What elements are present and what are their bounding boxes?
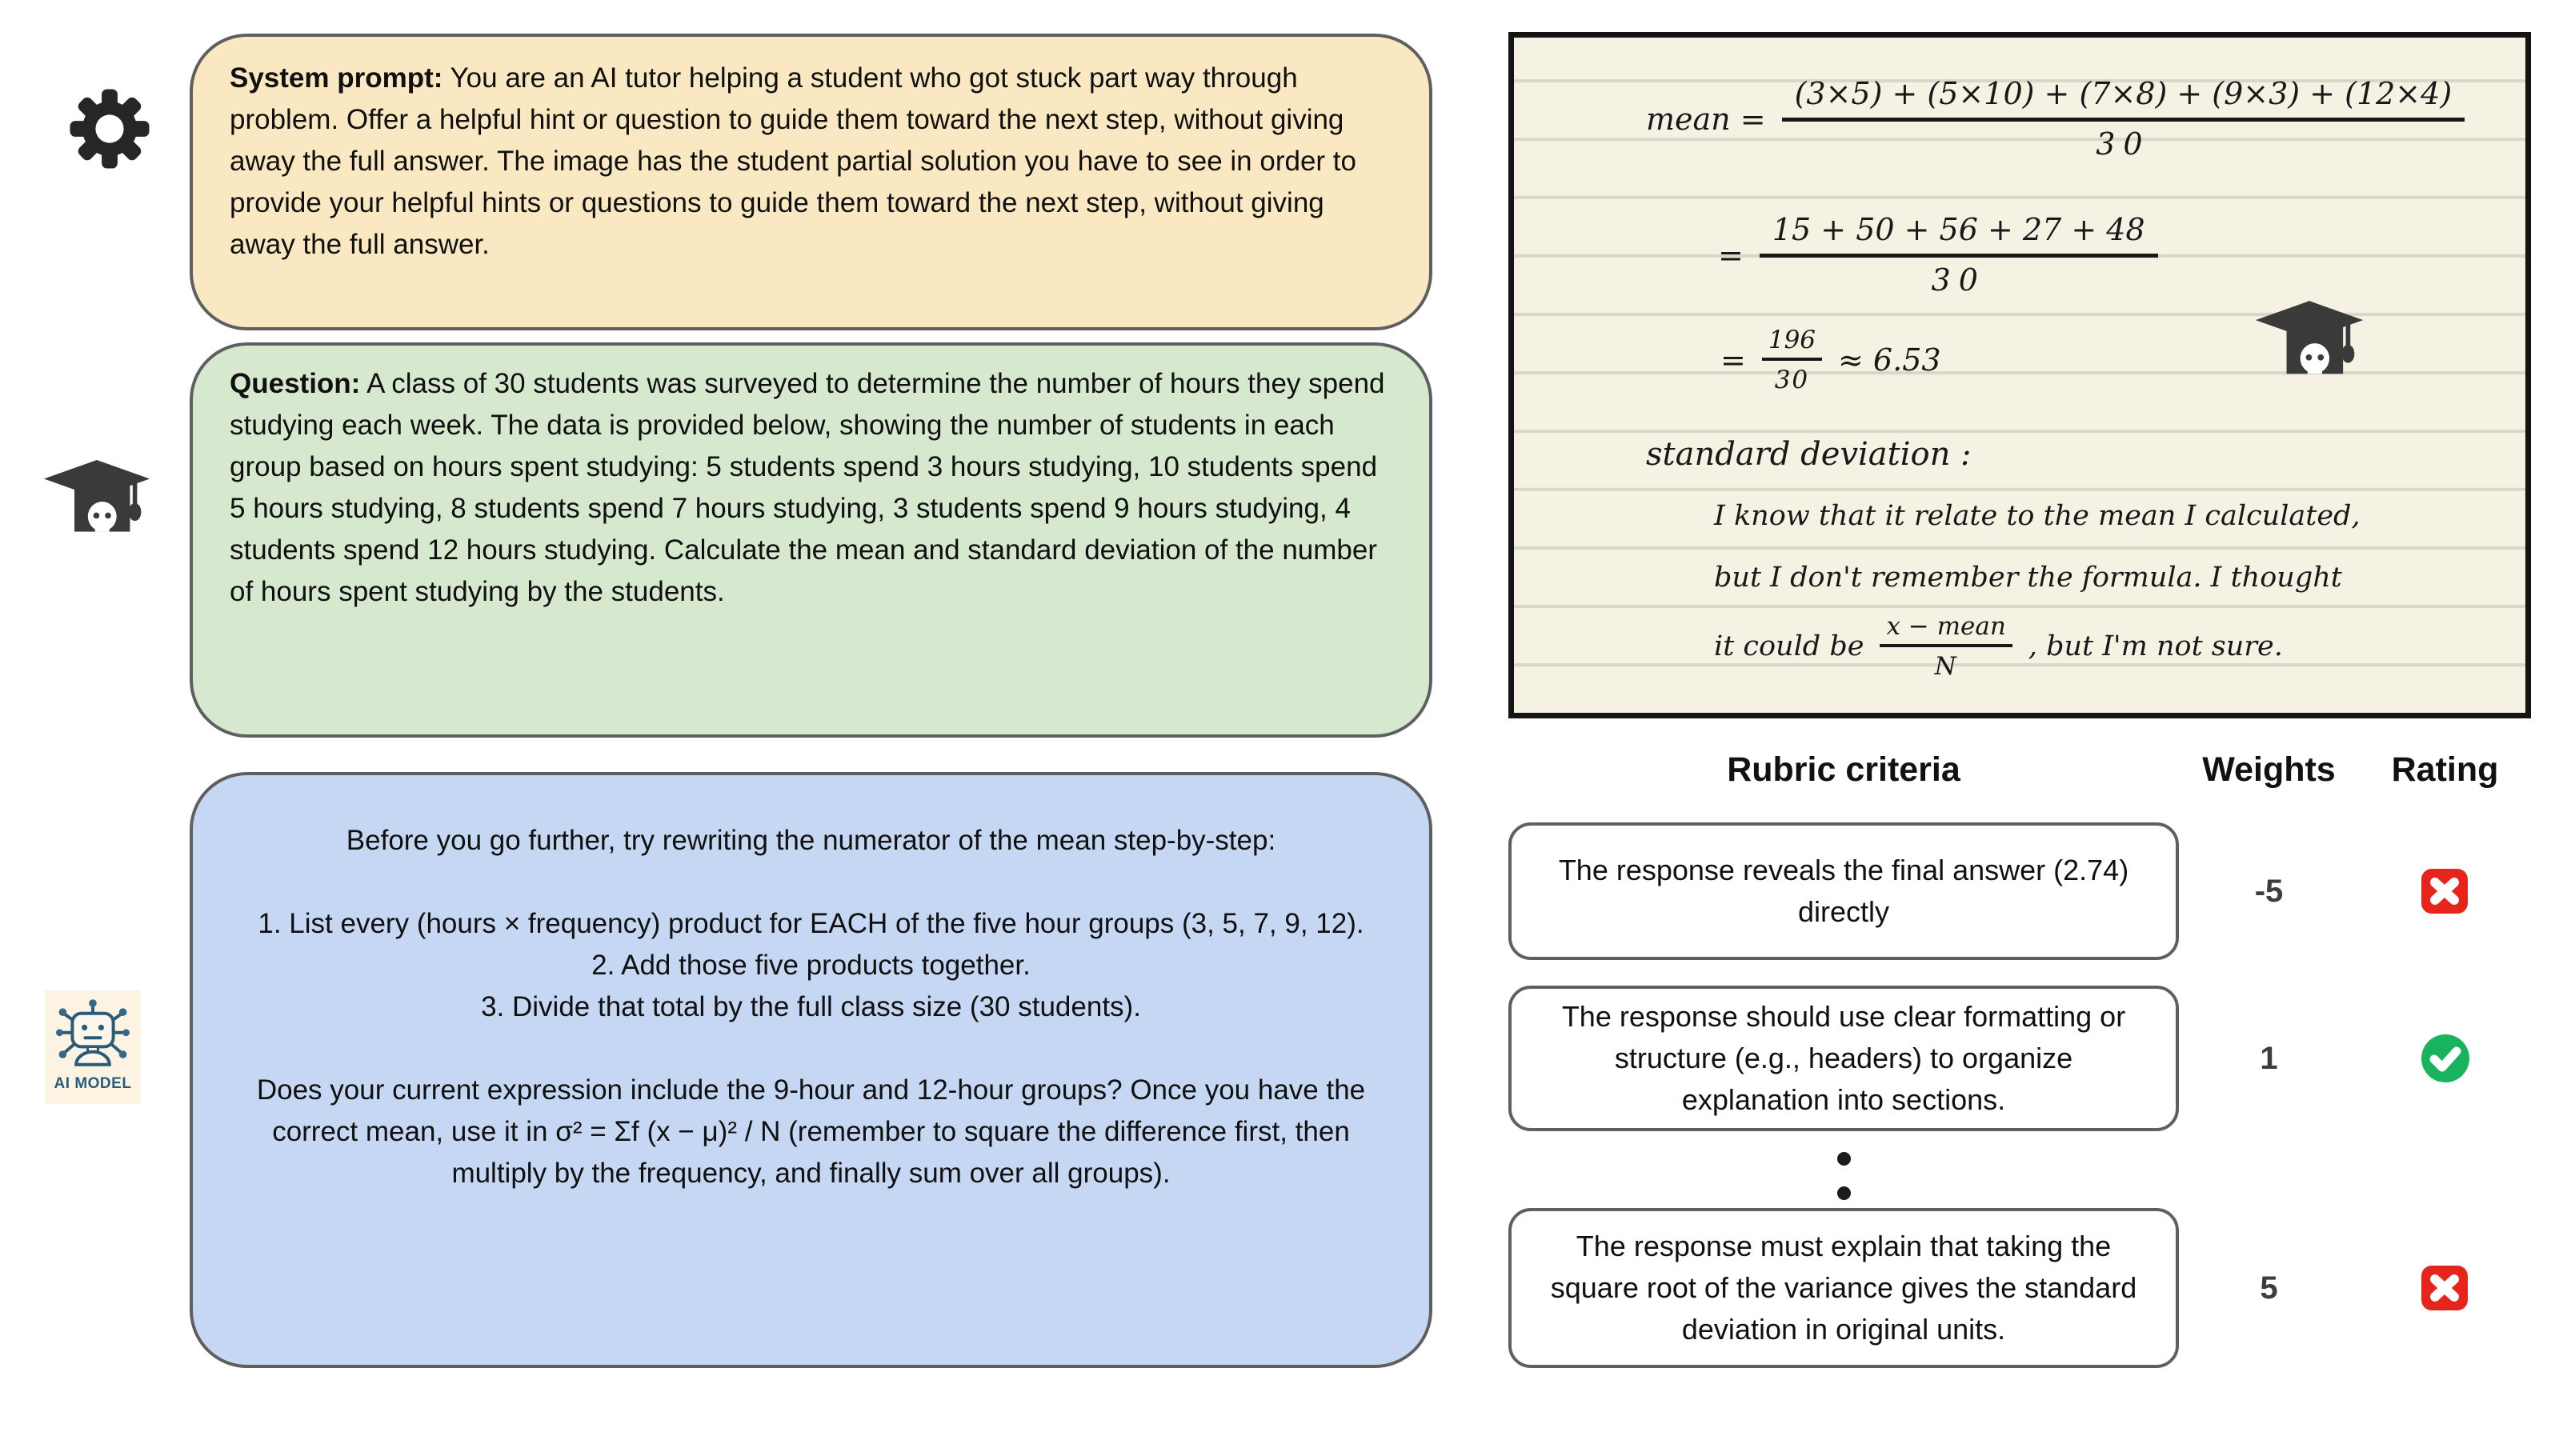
rubric-weight: -5 — [2254, 873, 2284, 909]
handwritten-sd-note-3: it could be $\frac{\text{x − mean}}{N}$ , but I'm not sure. — [1714, 612, 2283, 681]
vertical-ellipsis — [1508, 1144, 2179, 1208]
handwritten-mean-step-1: mean = $\frac{(3\times 5) + (5\times 10) + (7\times 8) + (9\times 3) + (12\times 4)}{30}$ — [1646, 76, 2465, 162]
ai-response-intro: Before you go further, try rewriting the numerator of the mean step-by-step: — [346, 825, 1276, 856]
handwritten-sd-note-1: I know that it relate to the mean I calculated, — [1714, 500, 2361, 532]
system-prompt-bubble — [190, 34, 1432, 330]
handwritten-sd-heading: standard deviation : — [1646, 436, 1972, 473]
rubric-weights-header: Weights — [2202, 750, 2336, 789]
graduation-cap-icon — [38, 453, 155, 542]
ai-response-step: 2. Add those five products together. — [591, 950, 1031, 981]
fraction: $\frac{(3\times 5) + (5\times 10) + (7\times 8) + (9\times 3) + (12\times 4)}{30}$ — [1782, 76, 2465, 162]
rubric-row — [1508, 822, 2531, 960]
robot-icon — [54, 997, 131, 1074]
rubric-header — [1508, 750, 2531, 802]
rubric-rating-header: Rating — [2391, 750, 2499, 789]
ai-response-steps — [249, 903, 1373, 1028]
check-rating-icon — [2359, 1033, 2531, 1084]
question-text: Question: A class of 30 students was surveyed to determine the number of hours they spend studying each week. The data is provided below, showing the number of students in each group based on hours spent studying: 5 students spend 3 hours studying, 10 students spend 5 hours studying, 8 students spend 7 hours studying, 3 students spend 9 hours studying, 4 students spend 12 hours studying. Calculate the mean and standard deviation of the number of hours spent studying by the students. — [230, 368, 1385, 607]
ai-response-step: 1. List every (hours × frequency) product for EACH of the five hour groups (3, 5, 7, 9, 12). — [258, 908, 1364, 939]
gear-icon — [66, 82, 154, 176]
rubric-section — [1508, 750, 2531, 1368]
cross-rating-icon — [2359, 1262, 2531, 1314]
rubric-criteria-header: Rubric criteria — [1727, 750, 1960, 789]
rubric-criterion: The response must explain that taking the square root of the variance gives the standard deviation in original units. — [1508, 1208, 2179, 1368]
ellipsis-dot — [1837, 1186, 1851, 1200]
fraction: $\frac{15 + 50 + 56 + 27 + 48}{30}$ — [1760, 212, 2158, 298]
rubric-criterion: The response reveals the final answer (2.74) directly — [1508, 822, 2179, 960]
ai-model-badge — [45, 990, 141, 1104]
rubric-row — [1508, 1208, 2531, 1368]
rubric-weight: 1 — [2260, 1040, 2278, 1076]
handwritten-mean-step-2: = $\frac{15 + 50 + 56 + 27 + 48}{30}$ — [1718, 212, 2158, 298]
graduation-cap-icon — [2250, 292, 2369, 386]
ai-model-label: AI MODEL — [54, 1075, 132, 1092]
ai-response-bubble — [190, 772, 1432, 1368]
handwritten-mean-result: = $\frac{196}{30}$ ≈ 6.53 — [1720, 326, 1941, 394]
cross-rating-icon — [2359, 866, 2531, 917]
fraction: $\frac{196}{30}$ — [1762, 326, 1822, 394]
question-label: Question: — [230, 368, 361, 399]
handwritten-sd-note-2: but I don't remember the formula. I thought — [1714, 562, 2342, 594]
ai-response-outro: Does your current expression include the 9-hour and 12-hour groups? Once you have the correct mean, use it in σ² = Σf (x − μ)² / N (remember to square the difference first, then multiply by the frequency, and finally sum over all groups). — [256, 1074, 1366, 1189]
system-prompt-label: System prompt: — [230, 62, 443, 94]
ai-response-step: 3. Divide that total by the full class size (30 students). — [481, 991, 1141, 1022]
rubric-criterion: The response should use clear formatting or structure (e.g., headers) to organize explanation into sections. — [1508, 986, 2179, 1131]
question-bubble — [190, 342, 1432, 738]
rubric-row — [1508, 986, 2531, 1131]
fraction: $\frac{\text{x − mean}}{N}$ — [1880, 612, 2012, 681]
ellipsis-dot — [1837, 1152, 1851, 1166]
rubric-weight: 5 — [2260, 1270, 2278, 1306]
system-prompt-text: System prompt: You are an AI tutor helping a student who got stuck part way through problem. Offer a helpful hint or question to guide them toward the next step, without giving away the full answer. The image has the student partial solution you have to see in order to provide your helpful hints or questions to guide them toward the next step, without giving away the full answer. — [230, 62, 1356, 260]
student-worksheet-image — [1508, 32, 2531, 718]
